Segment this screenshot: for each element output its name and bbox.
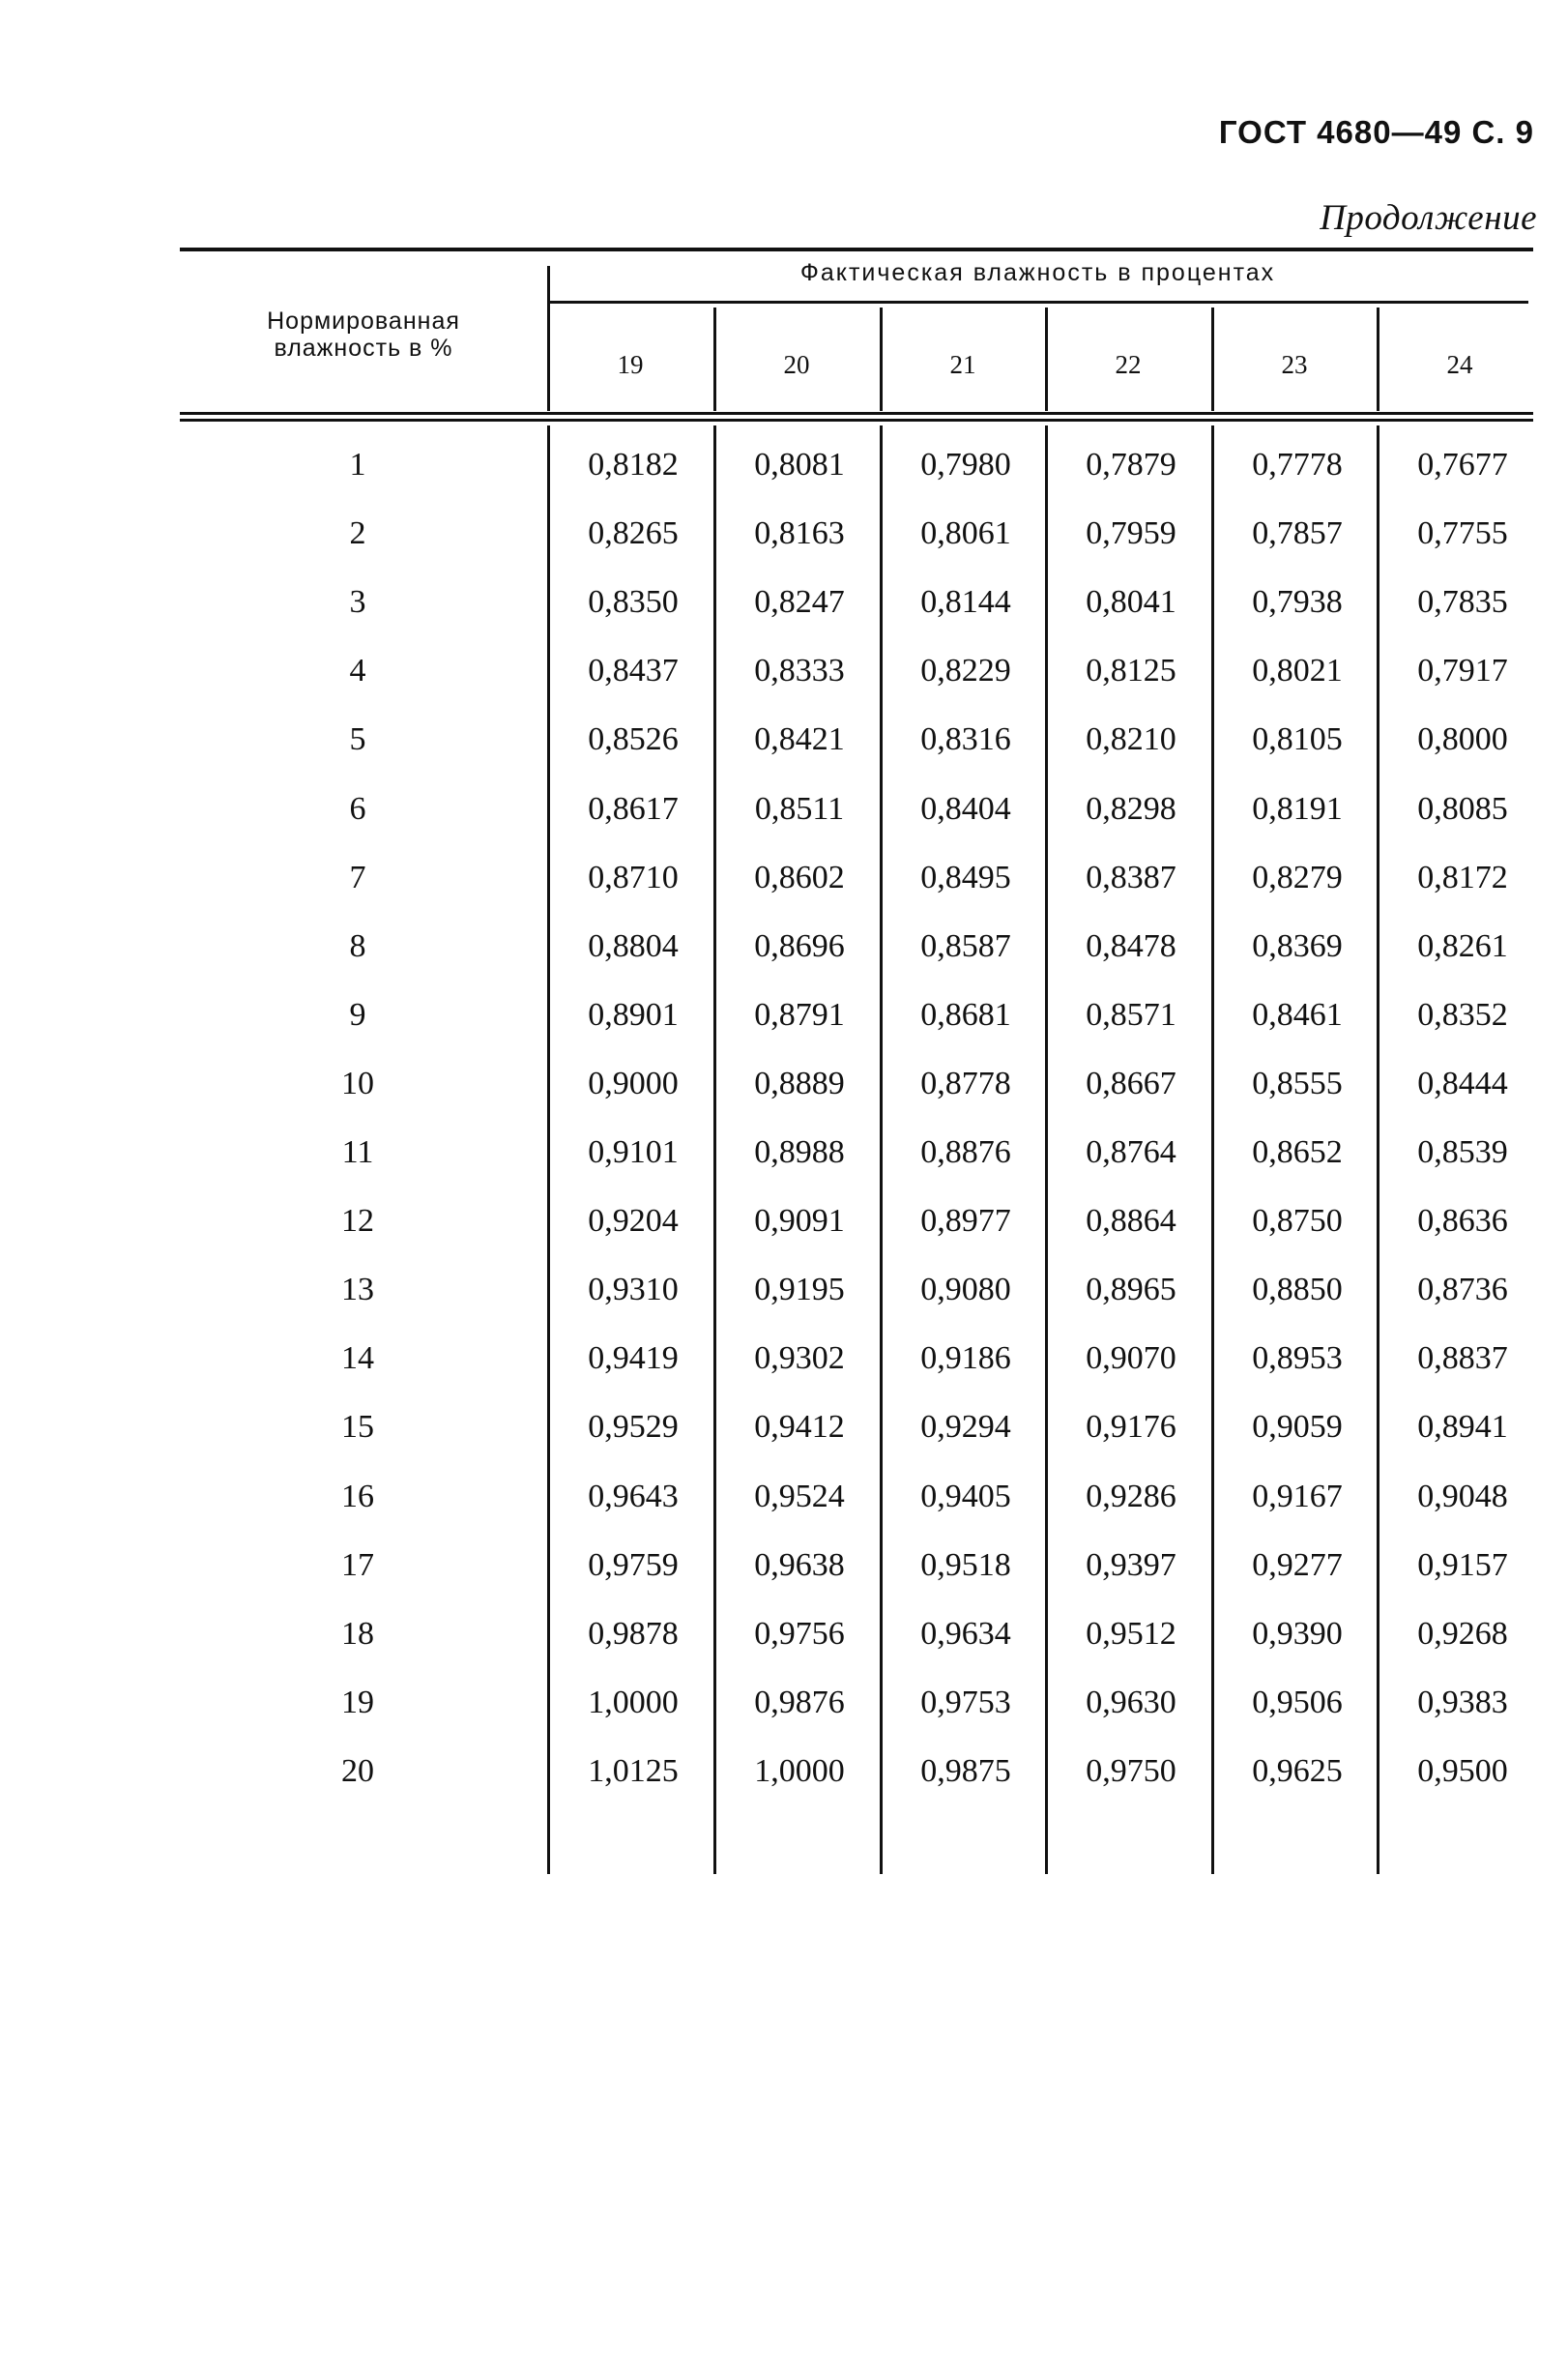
- table-cell: 0,8539: [1417, 1134, 1508, 1170]
- table-cell: 0,7755: [1417, 515, 1508, 552]
- column-rule-body-1: [713, 425, 716, 1874]
- table-cell: 0,9000: [588, 1065, 679, 1101]
- column-header-20: 20: [783, 350, 810, 379]
- row-label: 7: [349, 859, 366, 895]
- row-label: 18: [341, 1615, 374, 1652]
- table-cell: 0,9529: [588, 1409, 679, 1446]
- table-cell: 0,9630: [1086, 1684, 1176, 1720]
- table-cell: 0,9518: [920, 1546, 1011, 1583]
- table-cell: 0,9383: [1417, 1684, 1508, 1720]
- column-header-22: 22: [1115, 350, 1142, 379]
- row-label: 6: [349, 790, 366, 827]
- row-label: 16: [341, 1478, 374, 1514]
- table-cell: 1,0000: [588, 1684, 679, 1720]
- table-cell: 0,9286: [1086, 1478, 1176, 1514]
- table-cell: 0,8333: [754, 653, 845, 689]
- table-cell: 0,8350: [588, 584, 679, 621]
- left-column-rule-body: [547, 425, 550, 1874]
- row-label: 11: [341, 1134, 374, 1170]
- table-cell: 0,9294: [920, 1409, 1011, 1446]
- column-rule-header-3: [1045, 308, 1048, 411]
- column-rule-header-5: [1377, 308, 1379, 411]
- row-label: 9: [349, 996, 366, 1033]
- table-cell: 0,8279: [1252, 859, 1343, 895]
- table-cell: 0,8172: [1417, 859, 1508, 895]
- table-cell: 1,0000: [754, 1752, 845, 1789]
- table-cell: 0,9405: [920, 1478, 1011, 1514]
- left-column-rule-header: [547, 266, 550, 411]
- table-cell: 0,9070: [1086, 1340, 1176, 1377]
- table-cell: 1,0125: [588, 1752, 679, 1789]
- table-cell: 0,7917: [1417, 653, 1508, 689]
- table-cell: 0,8478: [1086, 927, 1176, 964]
- table-cell: 0,8636: [1417, 1203, 1508, 1240]
- row-label: 15: [341, 1409, 374, 1446]
- table-cell: 0,8617: [588, 790, 679, 827]
- table-cell: 0,8710: [588, 859, 679, 895]
- table-cell: 0,9059: [1252, 1409, 1343, 1446]
- header-double-rule-2: [180, 419, 1533, 422]
- table-cell: 0,9397: [1086, 1546, 1176, 1583]
- table-cell: 0,9512: [1086, 1615, 1176, 1652]
- actual-humidity-header: Фактическая влажность в процентах: [799, 259, 1276, 286]
- row-label: 8: [349, 927, 366, 964]
- table-cell: 0,8210: [1086, 721, 1176, 758]
- table-cell: 0,8495: [920, 859, 1011, 895]
- table-cell: 0,8988: [754, 1134, 845, 1170]
- table-cell: 0,8316: [920, 721, 1011, 758]
- table-cell: 0,8750: [1252, 1203, 1343, 1240]
- table-cell: 0,9412: [754, 1409, 845, 1446]
- table-cell: 0,9625: [1252, 1752, 1343, 1789]
- table-cell: 0,8652: [1252, 1134, 1343, 1170]
- table-cell: 0,9759: [588, 1546, 679, 1583]
- table-cell: 0,9310: [588, 1272, 679, 1308]
- row-label: 3: [349, 584, 366, 621]
- table-cell: 0,8041: [1086, 584, 1176, 621]
- row-label: 17: [341, 1546, 374, 1583]
- row-label: 13: [341, 1272, 374, 1308]
- table-cell: 0,8778: [920, 1065, 1011, 1101]
- table-cell: 0,7938: [1252, 584, 1343, 621]
- table-cell: 0,8941: [1417, 1409, 1508, 1446]
- table-cell: 0,8864: [1086, 1203, 1176, 1240]
- document-code: ГОСТ 4680—49 С. 9: [1218, 114, 1534, 150]
- table-cell: 0,9167: [1252, 1478, 1343, 1514]
- column-rule-body-2: [880, 425, 883, 1874]
- table-cell: 0,8247: [754, 584, 845, 621]
- table-cell: 0,8437: [588, 653, 679, 689]
- header-double-rule-1: [180, 412, 1533, 415]
- column-header-23: 23: [1281, 350, 1308, 379]
- table-cell: 0,9634: [920, 1615, 1011, 1652]
- table-cell: 0,8163: [754, 515, 845, 552]
- table-cell: 0,8261: [1417, 927, 1508, 964]
- table-cell: 0,9204: [588, 1203, 679, 1240]
- row-label: 2: [349, 515, 366, 552]
- table-cell: 0,8182: [588, 447, 679, 483]
- table-cell: 0,8764: [1086, 1134, 1176, 1170]
- table-cell: 0,7835: [1417, 584, 1508, 621]
- row-label: 20: [341, 1752, 374, 1789]
- table-cell: 0,8265: [588, 515, 679, 552]
- table-cell: 0,8587: [920, 927, 1011, 964]
- column-header-24: 24: [1446, 350, 1473, 379]
- table-cell: 0,8105: [1252, 721, 1343, 758]
- row-label: 19: [341, 1684, 374, 1720]
- table-cell: 0,8791: [754, 996, 845, 1033]
- table-cell: 0,8369: [1252, 927, 1343, 964]
- table-cell: 0,8125: [1086, 653, 1176, 689]
- table-cell: 0,8404: [920, 790, 1011, 827]
- table-cell: 0,9753: [920, 1684, 1011, 1720]
- column-rule-header-4: [1211, 308, 1214, 411]
- column-header-21: 21: [949, 350, 976, 379]
- row-label: 1: [349, 447, 366, 483]
- table-cell: 0,7677: [1417, 447, 1508, 483]
- table-cell: 0,8085: [1417, 790, 1508, 827]
- table-cell: 0,9643: [588, 1478, 679, 1514]
- table-cell: 0,9176: [1086, 1409, 1176, 1446]
- table-cell: 0,8837: [1417, 1340, 1508, 1377]
- table-cell: 0,8965: [1086, 1272, 1176, 1308]
- table-cell: 0,8889: [754, 1065, 845, 1101]
- table-cell: 0,9500: [1417, 1752, 1508, 1789]
- table-cell: 0,9195: [754, 1272, 845, 1308]
- table-cell: 0,8081: [754, 447, 845, 483]
- table-cell: 0,7980: [920, 447, 1011, 483]
- table-cell: 0,8667: [1086, 1065, 1176, 1101]
- continuation-label: Продолжение: [1320, 198, 1537, 238]
- table-cell: 0,9268: [1417, 1615, 1508, 1652]
- table-cell: 0,8850: [1252, 1272, 1343, 1308]
- table-cell: 0,9080: [920, 1272, 1011, 1308]
- table-cell: 0,7959: [1086, 515, 1176, 552]
- table-cell: 0,8876: [920, 1134, 1011, 1170]
- table-cell: 0,9506: [1252, 1684, 1343, 1720]
- table-cell: 0,8352: [1417, 996, 1508, 1033]
- table-cell: 0,9048: [1417, 1478, 1508, 1514]
- table-cell: 0,8602: [754, 859, 845, 895]
- row-label: 12: [341, 1203, 374, 1240]
- table-cell: 0,7879: [1086, 447, 1176, 483]
- column-rule-body-5: [1377, 425, 1379, 1874]
- table-cell: 0,8571: [1086, 996, 1176, 1033]
- table-cell: 0,9524: [754, 1478, 845, 1514]
- row-label: 14: [341, 1340, 374, 1377]
- table-top-rule: [180, 248, 1533, 251]
- table-cell: 0,9750: [1086, 1752, 1176, 1789]
- column-header-19: 19: [617, 350, 644, 379]
- table-cell: 0,8061: [920, 515, 1011, 552]
- table-cell: 0,9390: [1252, 1615, 1343, 1652]
- row-label: 10: [341, 1065, 374, 1101]
- row-label: 4: [349, 653, 366, 689]
- table-cell: 0,8191: [1252, 790, 1343, 827]
- table-cell: 0,8461: [1252, 996, 1343, 1033]
- table-cell: 0,8526: [588, 721, 679, 758]
- table-cell: 0,8000: [1417, 721, 1508, 758]
- normalized-humidity-header: [180, 308, 547, 362]
- column-rule-body-4: [1211, 425, 1214, 1874]
- table-cell: 0,9756: [754, 1615, 845, 1652]
- table-cell: 0,8804: [588, 927, 679, 964]
- table-cell: 0,8696: [754, 927, 845, 964]
- table-cell: 0,9638: [754, 1546, 845, 1583]
- table-cell: 0,9157: [1417, 1546, 1508, 1583]
- table-cell: 0,9876: [754, 1684, 845, 1720]
- row-label: 5: [349, 721, 366, 758]
- table-cell: 0,9302: [754, 1340, 845, 1377]
- table-cell: 0,8977: [920, 1203, 1011, 1240]
- normalized-humidity-header-line-2: влажность в %: [274, 335, 453, 362]
- column-rule-body-3: [1045, 425, 1048, 1874]
- table-cell: 0,8144: [920, 584, 1011, 621]
- span-header-rule: [547, 301, 1528, 304]
- table-cell: 0,9878: [588, 1615, 679, 1652]
- table-cell: 0,9186: [920, 1340, 1011, 1377]
- table-cell: 0,9101: [588, 1134, 679, 1170]
- table-cell: 0,9277: [1252, 1546, 1343, 1583]
- table-cell: 0,8953: [1252, 1340, 1343, 1377]
- table-cell: 0,7778: [1252, 447, 1343, 483]
- normalized-humidity-header-line-1: Нормированная: [267, 308, 460, 335]
- table-cell: 0,8511: [754, 790, 845, 827]
- table-cell: 0,9419: [588, 1340, 679, 1377]
- table-cell: 0,8901: [588, 996, 679, 1033]
- table-cell: 0,8736: [1417, 1272, 1508, 1308]
- table-cell: 0,9091: [754, 1203, 845, 1240]
- table-cell: 0,8444: [1417, 1065, 1508, 1101]
- table-cell: 0,8421: [754, 721, 845, 758]
- table-cell: 0,8681: [920, 996, 1011, 1033]
- table-cell: 0,9875: [920, 1752, 1011, 1789]
- table-cell: 0,8555: [1252, 1065, 1343, 1101]
- table-cell: 0,7857: [1252, 515, 1343, 552]
- table-cell: 0,8021: [1252, 653, 1343, 689]
- table-cell: 0,8229: [920, 653, 1011, 689]
- column-rule-header-1: [713, 308, 716, 411]
- table-cell: 0,8298: [1086, 790, 1176, 827]
- table-cell: 0,8387: [1086, 859, 1176, 895]
- column-rule-header-2: [880, 308, 883, 411]
